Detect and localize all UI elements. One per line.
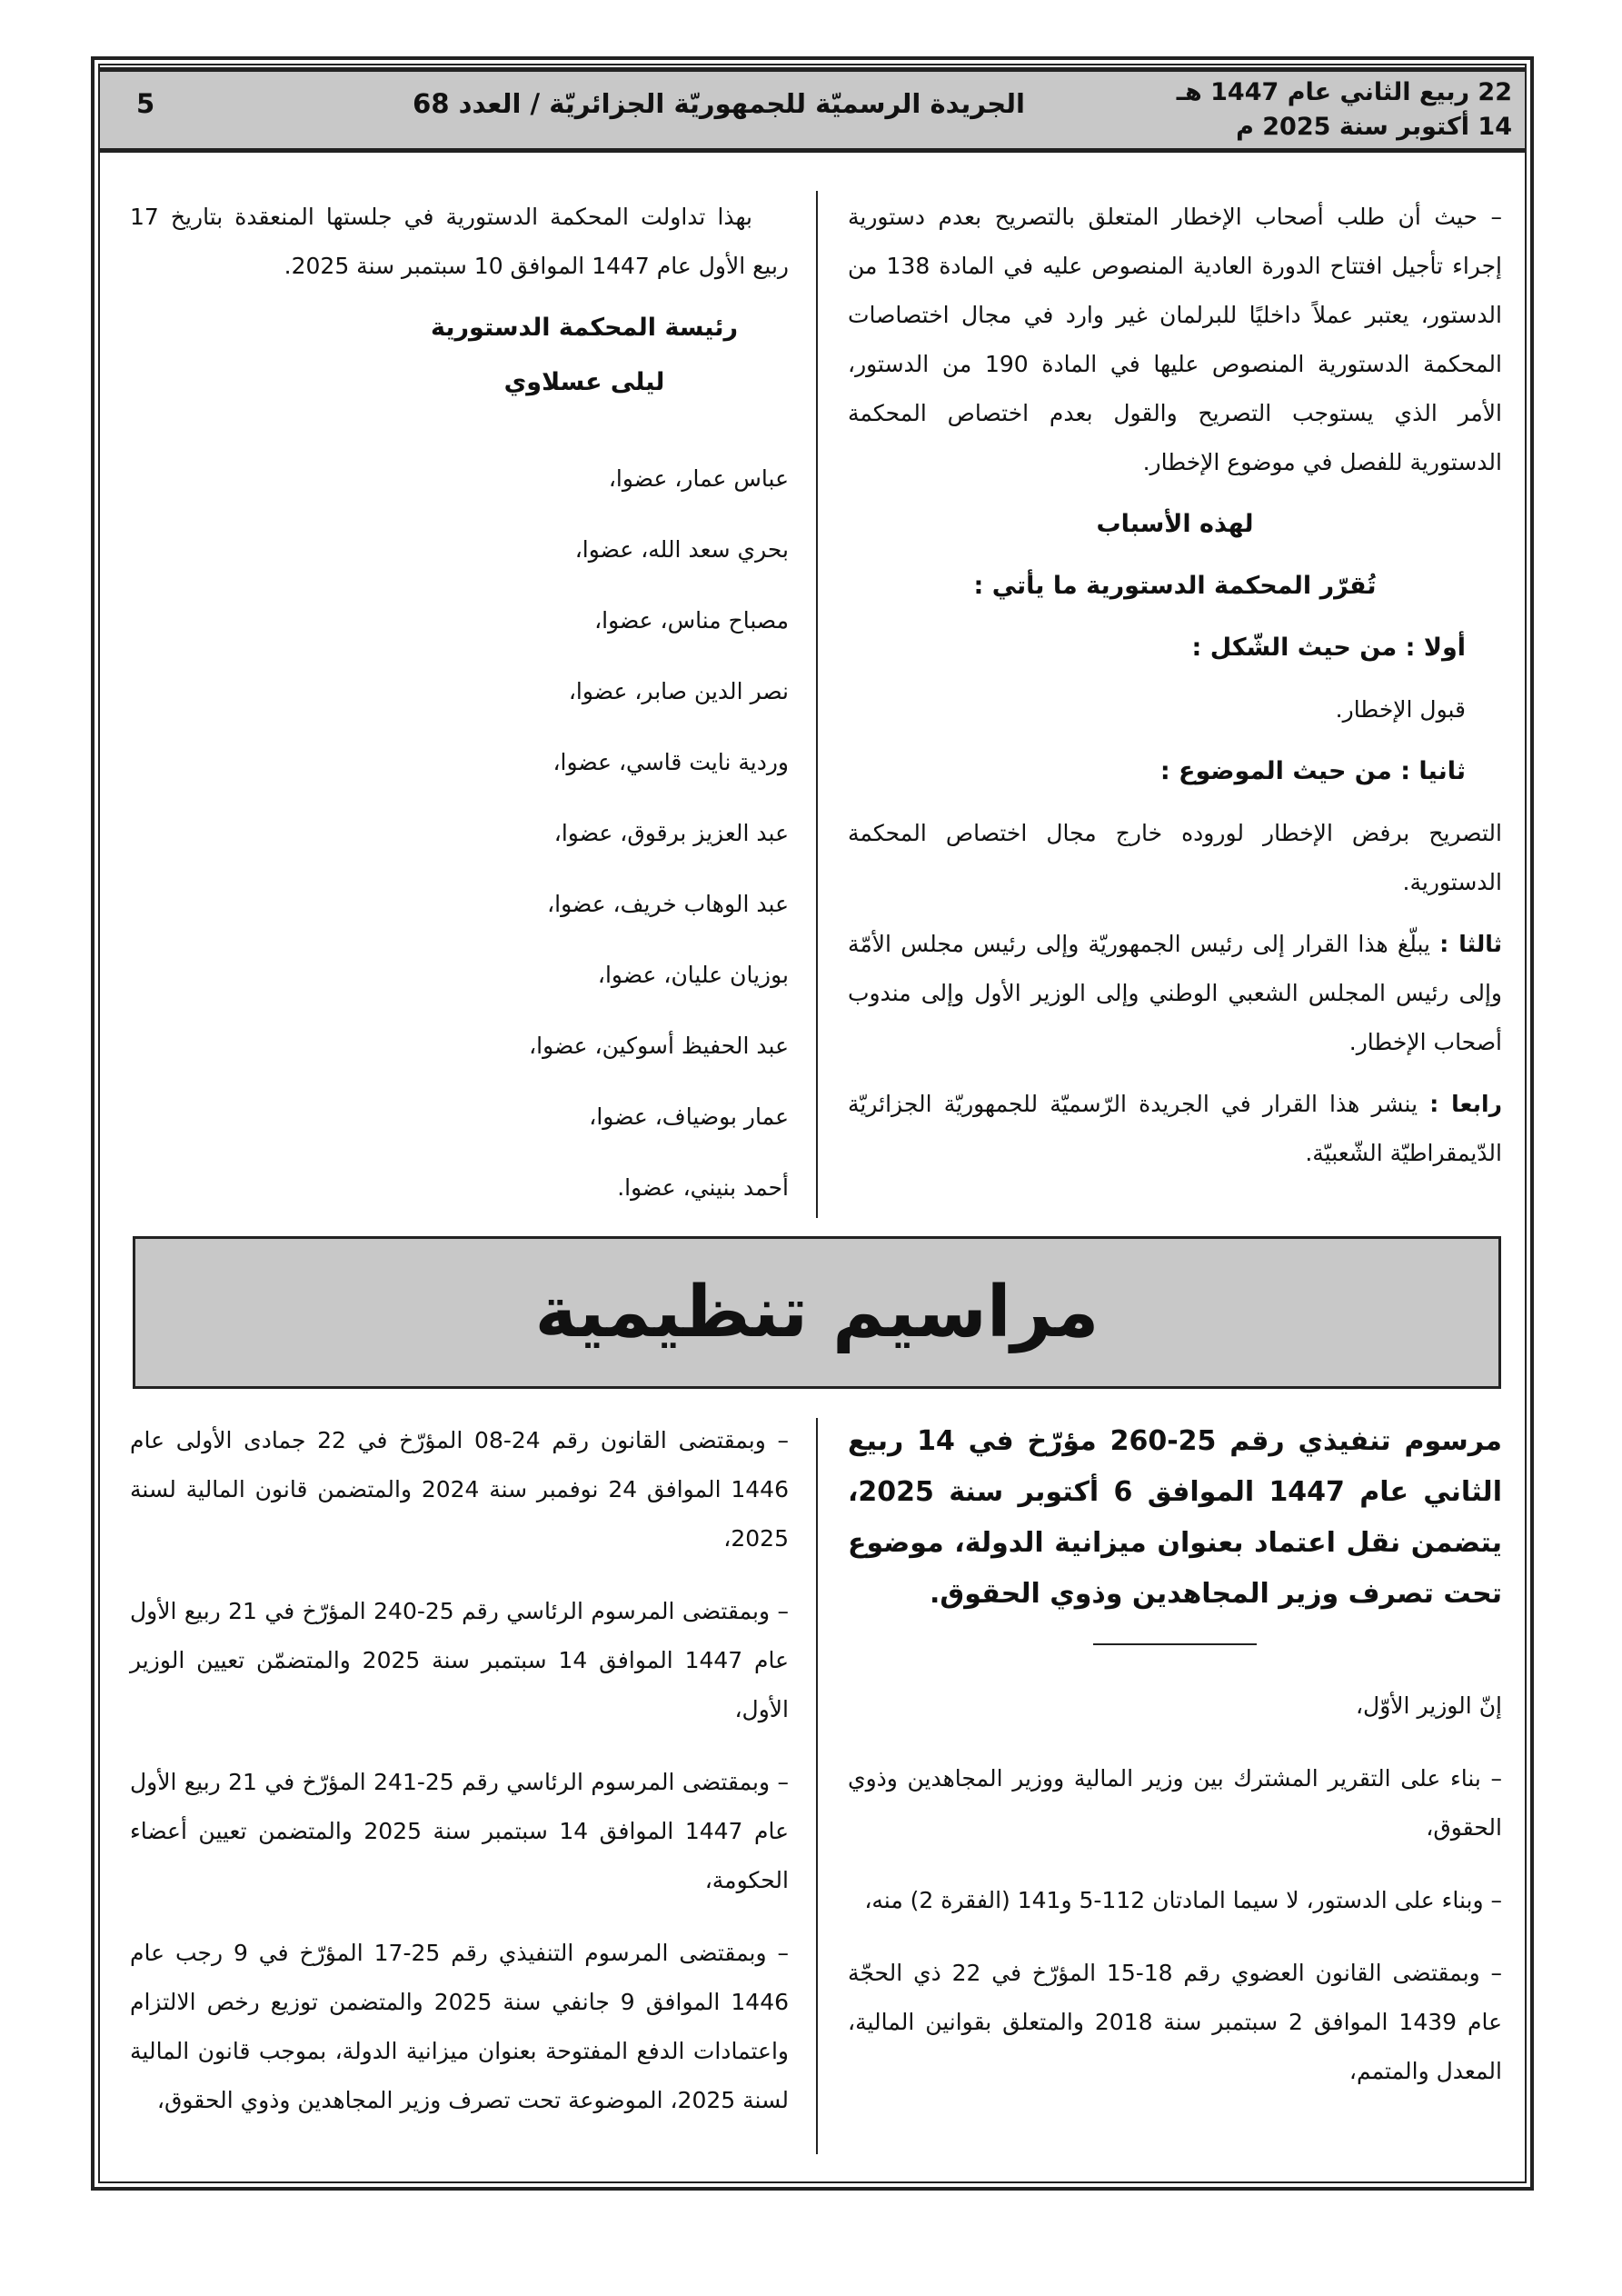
decides-heading: تُقرّر المحكمة الدستورية ما يأتي : bbox=[973, 572, 1377, 600]
preamble-paragraph: – بناء على التقرير المشترك بين وزير المالية ووزير المجاهدين وذوي الحقوق، bbox=[848, 1765, 1502, 1841]
member-name: عبد الوهاب خريف، عضوا، bbox=[547, 891, 789, 917]
page-number: 5 bbox=[136, 88, 155, 119]
second-text-body: التصريح برفض الإخطار لوروده خارج مجال اختصاص المحكمة الدستورية. bbox=[848, 820, 1502, 895]
decision-column bbox=[848, 193, 1502, 1191]
preamble-paragraph: – وبمقتضى القانون العضوي رقم 18-15 المؤرّخ في 22 ذي الحجّة عام 1439 الموافق 2 سبتمبر سنة 2018 والمتعلق بقوانين المالية، المعدل والمتمم، bbox=[848, 1960, 1502, 2084]
section-banner bbox=[133, 1236, 1501, 1389]
decision-reasoning: – حيث أن طلب أصحاب الإخطار المتعلق بالتصريح بعدم دستورية إجراء تأجيل افتتاح الدورة العادية المنصوص عليه في المادة 138 من الدستور، يعتبر عملاً داخليًا للبرلمان غير وارد في مجال اختصاصات المحكمة الدستورية المنصوص عليها في المادة 190 من الدستور، الأمر الذي يستوجب التصريح والقول بعدم اختصاص المحكمة الدستورية للفصل في موضوع الإخطار. bbox=[848, 204, 1502, 475]
header-date bbox=[1177, 75, 1512, 145]
member-name: عبد الحفيظ أسوكين، عضوا، bbox=[529, 1033, 789, 1059]
gazette-title: الجريدة الرسميّة للجمهوريّة الجزائريّة / العدد 68 bbox=[413, 88, 1025, 119]
title-rule bbox=[1093, 1643, 1257, 1645]
decree-preamble bbox=[848, 1682, 1502, 2096]
preamble-continued bbox=[130, 1416, 789, 2125]
member-name: نصر الدين صابر، عضوا، bbox=[568, 678, 789, 704]
third-text: يبلّغ هذا القرار إلى رئيس الجمهوريّة وإلى رئيس مجلس الأمّة وإلى رئيس المجلس الشعبي الوطني وإلى الوزير الأول وإلى مندوب أصحاب الإخطار. bbox=[848, 931, 1502, 1055]
second-label: ثانيا : من حيث الموضوع : bbox=[1159, 757, 1466, 785]
member-name: وردية نايت قاسي، عضوا، bbox=[552, 749, 789, 775]
gregorian-date: 14 أكتوبر سنة 2025 م bbox=[1236, 113, 1512, 141]
member-name: عبد العزيز برقوق، عضوا، bbox=[553, 820, 789, 846]
preamble-paragraph: – وبمقتضى القانون رقم 24-08 المؤرّخ في 22 جمادى الأولى عام 1446 الموافق 24 نوفمبر سنة 2024 والمتضمن قانون المالية لسنة 2025، bbox=[130, 1427, 789, 1552]
preamble-paragraph: إنّ الوزير الأوّل، bbox=[1355, 1692, 1502, 1719]
president-title: رئيسة المحكمة الدستورية bbox=[430, 314, 739, 342]
first-label: أولا : من حيث الشّكل : bbox=[1191, 634, 1466, 662]
preamble-paragraph: – وبمقتضى المرسوم الرئاسي رقم 25-241 المؤرّخ في 21 ربيع الأول عام 1447 الموافق 14 سبتمبر سنة 2025 والمتضمن تعيين أعضاء الحكومة، bbox=[130, 1769, 789, 1893]
third-article bbox=[848, 920, 1502, 1067]
preamble-paragraph: – وبمقتضى المرسوم الرئاسي رقم 25-240 المؤرّخ في 21 ربيع الأول عام 1447 الموافق 14 سبتمبر سنة 2025 والمتضمّن تعيين الوزير الأول، bbox=[130, 1598, 790, 1722]
column-divider bbox=[816, 191, 818, 1218]
members-list bbox=[130, 444, 789, 1223]
fourth-label: رابعا : bbox=[1429, 1091, 1502, 1117]
hijri-date: 22 ربيع الثاني عام 1447 هـ bbox=[1176, 78, 1512, 106]
member-name: أحمد بنيني، عضوا. bbox=[617, 1174, 789, 1201]
member-name: بوزيان عليان، عضوا، bbox=[597, 962, 789, 988]
member-name: عباس عمار، عضوا، bbox=[608, 465, 789, 492]
first-text: قبول الإخطار. bbox=[1335, 696, 1466, 723]
member-name: عمار بوضياف، عضوا، bbox=[589, 1103, 789, 1130]
decree-title: مرسوم تنفيذي رقم 25-260 مؤرّخ في 14 ربيع الثاني عام 1447 الموافق 6 أكتوبر سنة 2025، يتضمن نقل اعتماد بعنوان ميزانية الدولة، موضوع تحت تصرف وزير المجاهدين وذوي الحقوق. bbox=[848, 1425, 1503, 1610]
preamble-column bbox=[130, 1416, 789, 2149]
preamble-paragraph: – وبناء على الدستور، لا سيما المادتان 112-5 و141 (الفقرة 2) منه، bbox=[864, 1887, 1502, 1913]
third-label: ثالثا : bbox=[1439, 931, 1502, 957]
reasons-heading: لهذه الأسباب bbox=[1096, 510, 1254, 538]
decree-column bbox=[848, 1416, 1502, 2120]
column-divider-bottom bbox=[816, 1418, 818, 2154]
member-name: مصباح مناس، عضوا، bbox=[594, 607, 789, 634]
deliberation-text: بهذا تداولت المحكمة الدستورية في جلستها المنعقدة بتاريخ 17 ربيع الأول عام 1447 الموافق 10 سبتمبر سنة 2025. bbox=[130, 204, 789, 279]
banner-title: مراسيم تنظيمية bbox=[534, 1272, 1100, 1353]
fourth-text: ينشر هذا القرار في الجريدة الرّسميّة للجمهوريّة الجزائريّة الدّيمقراطيّة الشّعبيّة. bbox=[848, 1091, 1502, 1166]
gazette-header bbox=[100, 67, 1525, 153]
fourth-article bbox=[848, 1080, 1502, 1178]
president-name: ليلى عسلاوي bbox=[503, 368, 665, 396]
signature-column bbox=[130, 193, 789, 1223]
second-text bbox=[848, 809, 1502, 907]
member-name: بحري سعد الله، عضوا، bbox=[574, 536, 789, 563]
preamble-paragraph: – وبمقتضى المرسوم التنفيذي رقم 25-17 المؤرّخ في 9 رجب عام 1446 الموافق 9 جانفي سنة 2025 والمتضمن توزيع رخص الالتزام واعتمادات الدفع المفتوحة بعنوان ميزانية الدولة، بموجب قانون المالية لسنة 2025، الموضوعة تحت تصرف وزير المجاهدين وذوي الحقوق، bbox=[130, 1940, 790, 2113]
